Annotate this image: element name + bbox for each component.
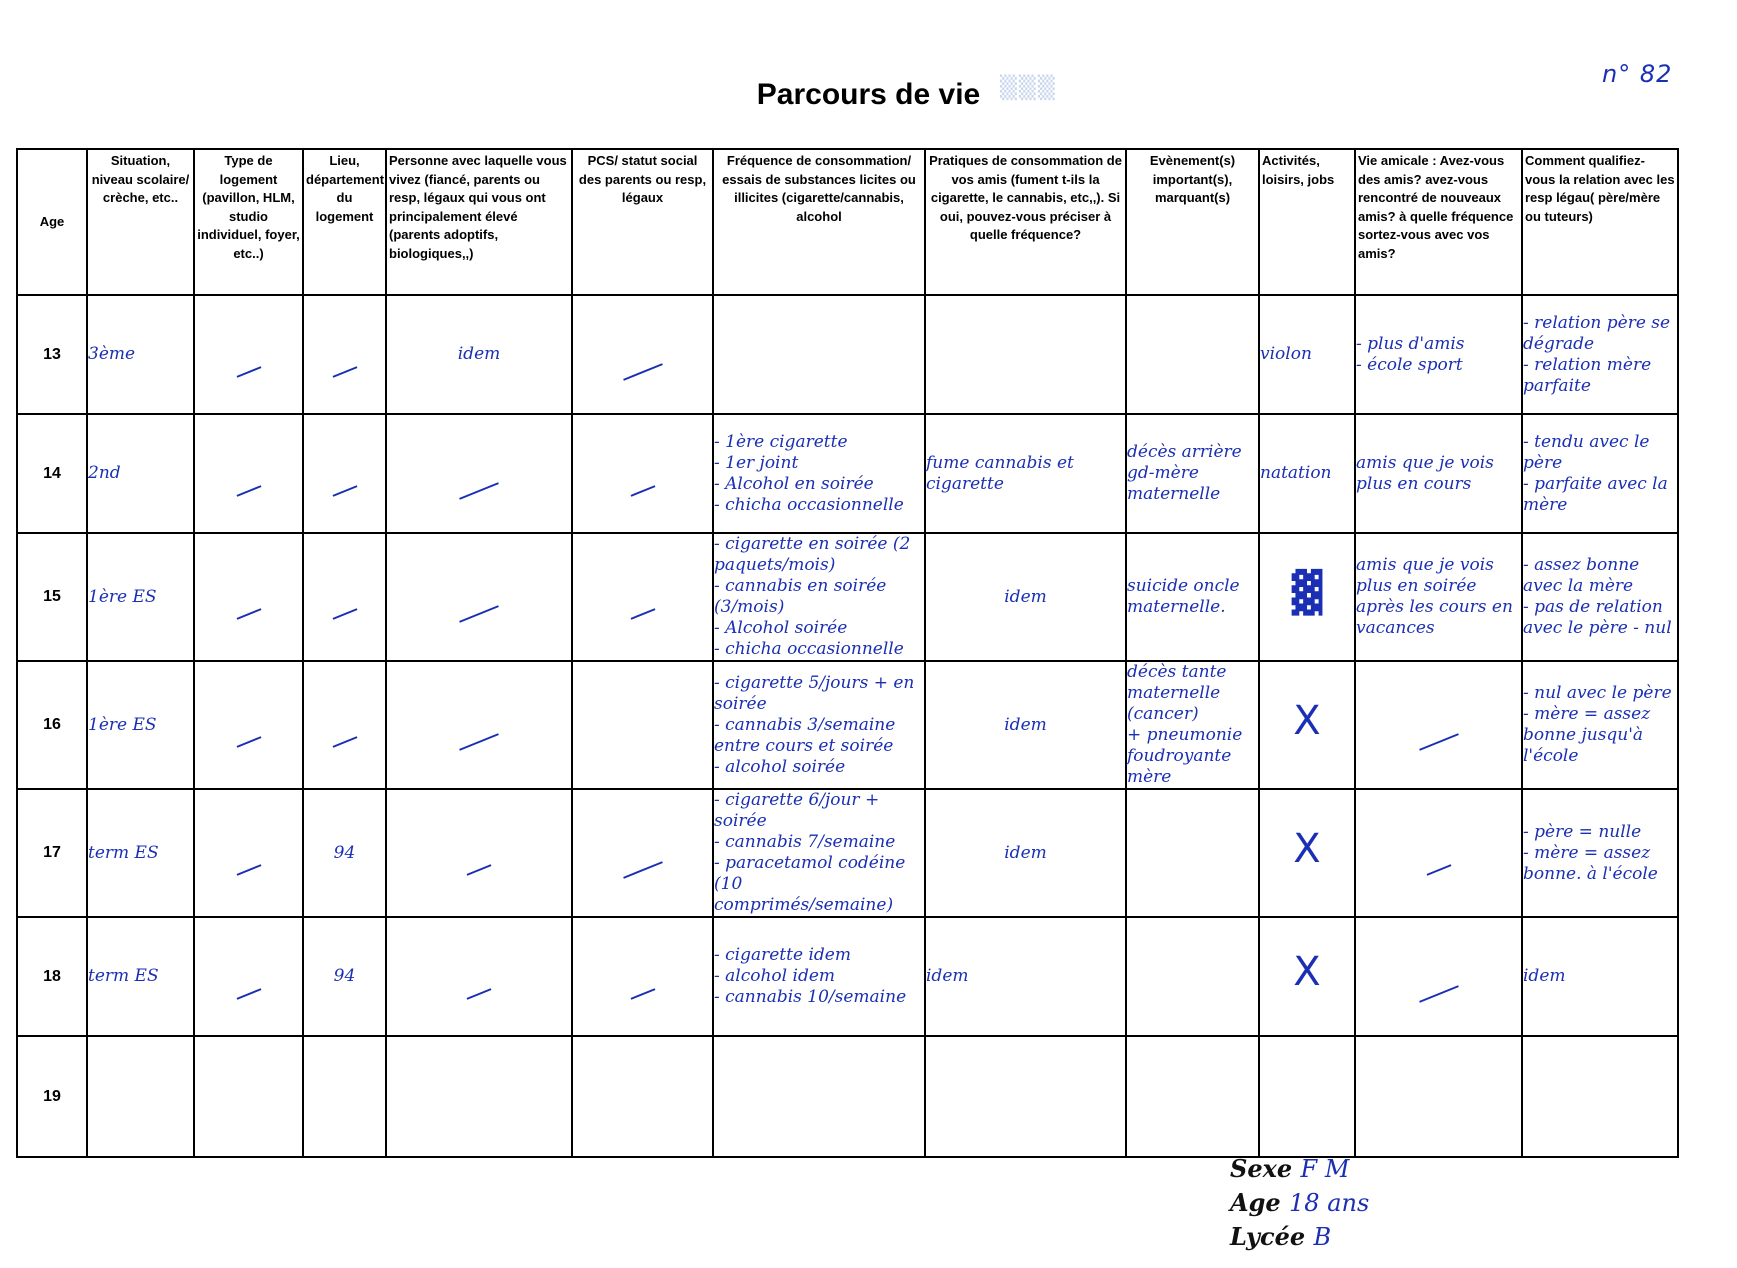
header-lieu: Lieu, département du logement (303, 149, 386, 295)
logement-type-cell (194, 414, 303, 533)
header-pratiques: Pratiques de consommation de vos amis (fument t-ils la cigarette, le cannabis, etc,,). Si oui, pouvez-vous préciser à quelle fréquence? (925, 149, 1126, 295)
vie-amicale-cell (1355, 917, 1522, 1036)
life-course-table (16, 148, 1679, 1158)
table-row (17, 917, 1678, 1036)
logement-type-cell (194, 533, 303, 661)
header-evenements: Evènement(s) important(s), marquant(s) (1126, 149, 1259, 295)
vie-amicale-cell (1355, 789, 1522, 917)
x-mark: X (1293, 949, 1321, 995)
age-cell: 14 (17, 414, 87, 533)
situation-cell: term ES (87, 789, 194, 917)
dash-mark (332, 366, 357, 378)
activites-cell (1259, 1036, 1355, 1157)
sexe-line (1230, 1152, 1470, 1186)
activites-cell (1259, 533, 1355, 661)
dash-mark (236, 864, 261, 876)
pcs-cell (572, 661, 713, 789)
dash-mark (459, 605, 499, 623)
form-number: n° 82 (1602, 60, 1673, 88)
vie-amicale-cell: amis que je vois plus en cours (1355, 414, 1522, 533)
pratiques-cell: idem (925, 789, 1126, 917)
dash-mark (623, 861, 663, 879)
header-age: Age (17, 149, 87, 295)
personne-cell (386, 661, 572, 789)
frequence-cell: - 1ère cigarette - 1er joint - Alcohol en soirée - chicha occasionnelle (713, 414, 925, 533)
situation-cell: 1ère ES (87, 661, 194, 789)
evenements-cell: décès tante maternelle (cancer) + pneumonie foudroyante mère (1126, 661, 1259, 789)
activites-cell (1259, 789, 1355, 917)
dash-mark (459, 733, 499, 751)
frequence-cell: - cigarette 5/jours + en soirée - cannabis 3/semaine entre cours et soirée - alcohol soirée (713, 661, 925, 789)
logement-type-cell (194, 661, 303, 789)
footer-notes (1230, 1152, 1470, 1254)
lieu-cell (303, 1036, 386, 1157)
personne-cell (386, 917, 572, 1036)
situation-cell: 2nd (87, 414, 194, 533)
situation-cell: 1ère ES (87, 533, 194, 661)
dash-mark (1426, 864, 1451, 876)
header-logement-type: Type de logement (pavillon, HLM, studio individuel, foyer, etc..) (194, 149, 303, 295)
relation-cell: - père = nulle - mère = assez bonne. à l'école (1522, 789, 1678, 917)
logement-type-cell (194, 917, 303, 1036)
sexe-label: Sexe (1230, 1154, 1293, 1183)
personne-cell (386, 414, 572, 533)
age-value: 18 ans (1289, 1189, 1370, 1217)
pcs-cell (572, 295, 713, 414)
lieu-cell: 94 (303, 917, 386, 1036)
personne-cell (386, 789, 572, 917)
dash-mark (236, 988, 261, 1000)
page-title: Parcours de vie (756, 78, 981, 111)
dash-mark (332, 608, 357, 620)
dash-mark (236, 485, 261, 497)
table-row (17, 295, 1678, 414)
relation-cell (1522, 1036, 1678, 1157)
lieu-cell (303, 533, 386, 661)
vie-amicale-cell (1355, 661, 1522, 789)
age-cell: 13 (17, 295, 87, 414)
table-row (17, 661, 1678, 789)
personne-cell: idem (386, 295, 572, 414)
dash-mark (236, 366, 261, 378)
pratiques-cell: fume cannabis et cigarette (925, 414, 1126, 533)
header-personne: Personne avec laquelle vous vivez (fiancé, parents ou resp, légaux qui vous ont principalement élevé (parents adoptifs, biologiques,,) (386, 149, 572, 295)
pcs-cell (572, 917, 713, 1036)
evenements-cell: suicide oncle maternelle. (1126, 533, 1259, 661)
dash-mark (467, 864, 492, 876)
pratiques-cell: idem (925, 533, 1126, 661)
relation-cell: - relation père se dégrade - relation mère parfaite (1522, 295, 1678, 414)
dash-mark (459, 482, 499, 500)
activites-cell: natation (1259, 414, 1355, 533)
header-relation: Comment qualifiez-vous la relation avec les resp légau( père/mère ou tuteurs) (1522, 149, 1678, 295)
situation-cell (87, 1036, 194, 1157)
dash-mark (630, 608, 655, 620)
dash-mark (623, 363, 663, 381)
header-pcs: PCS/ statut social des parents ou resp, légaux (572, 149, 713, 295)
lieu-cell (303, 295, 386, 414)
situation-cell: term ES (87, 917, 194, 1036)
faint-stamp: ▒▒▒ (1000, 76, 1057, 101)
dash-mark (236, 736, 261, 748)
table-row (17, 789, 1678, 917)
age-cell: 16 (17, 661, 87, 789)
evenements-cell (1126, 1036, 1259, 1157)
vie-amicale-cell: amis que je vois plus en soirée après les cours en vacances (1355, 533, 1522, 661)
frequence-cell: - cigarette 6/jour + soirée - cannabis 7/semaine - paracetamol codéine (10 comprimés/semaine) (713, 789, 925, 917)
age-cell: 15 (17, 533, 87, 661)
dash-mark (236, 608, 261, 620)
header-row (17, 149, 1678, 295)
pcs-cell (572, 414, 713, 533)
logement-type-cell (194, 295, 303, 414)
dash-mark (630, 485, 655, 497)
dash-mark (1419, 733, 1459, 751)
relation-cell: idem (1522, 917, 1678, 1036)
pcs-cell (572, 1036, 713, 1157)
header-activites: Activités, loisirs, jobs (1259, 149, 1355, 295)
table-row (17, 533, 1678, 661)
activites-cell: violon (1259, 295, 1355, 414)
age-cell: 18 (17, 917, 87, 1036)
relation-cell: - assez bonne avec la mère - pas de relation avec le père - nul (1522, 533, 1678, 661)
age-label: Age (1230, 1188, 1281, 1217)
lycee-line (1230, 1220, 1470, 1254)
dash-mark (1419, 985, 1459, 1003)
personne-cell (386, 1036, 572, 1157)
pcs-cell (572, 533, 713, 661)
dash-mark (332, 736, 357, 748)
age-cell: 17 (17, 789, 87, 917)
evenements-cell (1126, 295, 1259, 414)
frequence-cell (713, 1036, 925, 1157)
table-row (17, 414, 1678, 533)
lycee-label: Lycée (1230, 1222, 1306, 1251)
pratiques-cell: idem (925, 917, 1126, 1036)
dash-mark (630, 988, 655, 1000)
sexe-value: F M (1300, 1155, 1350, 1183)
frequence-cell (713, 295, 925, 414)
pratiques-cell (925, 1036, 1126, 1157)
vie-amicale-cell (1355, 1036, 1522, 1157)
logement-type-cell (194, 789, 303, 917)
logement-type-cell (194, 1036, 303, 1157)
x-mark: X (1293, 825, 1321, 872)
pratiques-cell: idem (925, 661, 1126, 789)
header-vie-amicale: Vie amicale : Avez-vous des amis? avez-vous rencontré de nouveaux amis? à quelle fréquence sortez-vous avec vos amis? (1355, 149, 1522, 295)
age-line (1230, 1186, 1470, 1220)
situation-cell: 3ème (87, 295, 194, 414)
evenements-cell: décès arrière gd-mère maternelle (1126, 414, 1259, 533)
evenements-cell (1126, 917, 1259, 1036)
table-row (17, 1036, 1678, 1157)
dash-mark (467, 988, 492, 1000)
dash-mark (332, 485, 357, 497)
personne-cell (386, 533, 572, 661)
frequence-cell: - cigarette idem - alcohol idem - cannabis 10/semaine (713, 917, 925, 1036)
activites-cell (1259, 917, 1355, 1036)
lieu-cell (303, 414, 386, 533)
header-frequence: Fréquence de consommation/ essais de substances licites ou illicites (cigarette/cannabis, alcohol (713, 149, 925, 295)
scribble-mark: ▓ (1291, 569, 1323, 616)
age-cell: 19 (17, 1036, 87, 1157)
evenements-cell (1126, 789, 1259, 917)
activites-cell (1259, 661, 1355, 789)
x-mark: X (1293, 697, 1321, 744)
lycee-value: B (1313, 1223, 1332, 1251)
relation-cell: - nul avec le père - mère = assez bonne jusqu'à l'école (1522, 661, 1678, 789)
lieu-cell: 94 (303, 789, 386, 917)
lieu-cell (303, 661, 386, 789)
pcs-cell (572, 789, 713, 917)
vie-amicale-cell: - plus d'amis - école sport (1355, 295, 1522, 414)
header-situation: Situation, niveau scolaire/ crèche, etc.. (87, 149, 194, 295)
relation-cell: - tendu avec le père - parfaite avec la mère (1522, 414, 1678, 533)
pratiques-cell (925, 295, 1126, 414)
frequence-cell: - cigarette en soirée (2 paquets/mois) - cannabis en soirée (3/mois) - Alcohol soirée - chicha occasionnelle (713, 533, 925, 661)
